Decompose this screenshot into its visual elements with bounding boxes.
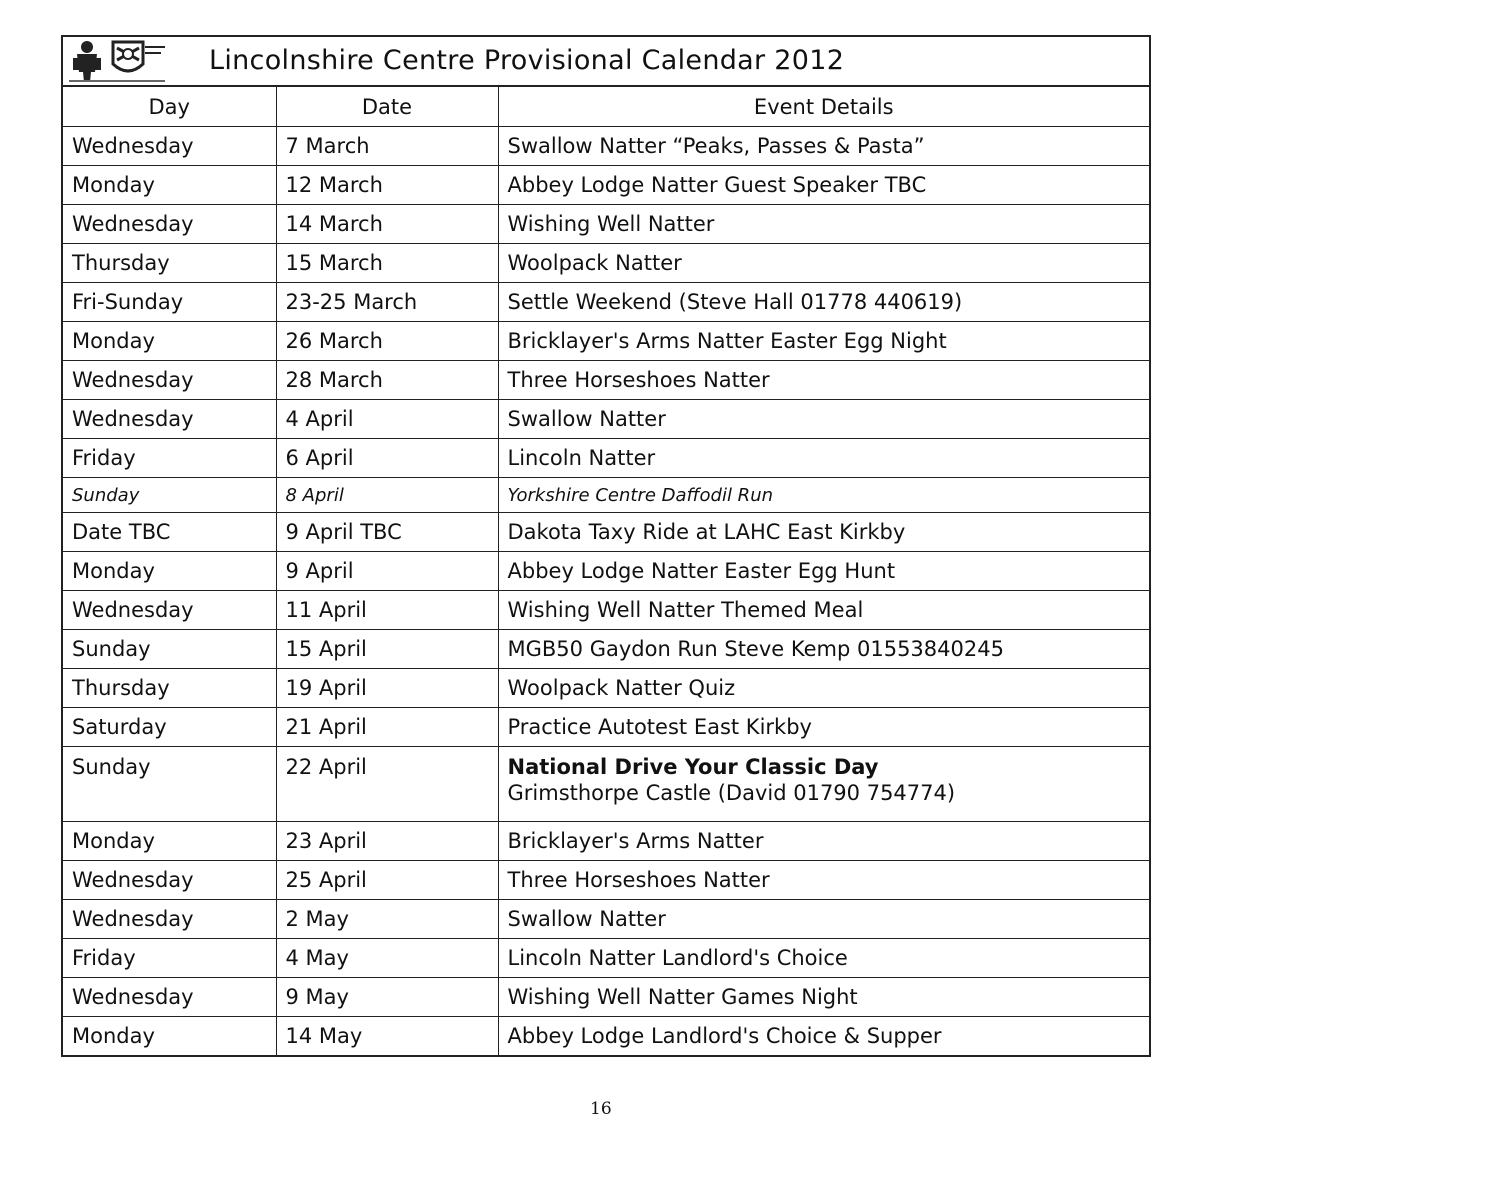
date-cell: 4 May — [276, 939, 498, 978]
date-cell: 12 March — [276, 166, 498, 205]
event-details-cell: Abbey Lodge Landlord's Choice & Supper — [498, 1017, 1149, 1056]
table-row — [63, 127, 1149, 166]
date-cell: 22 April — [276, 747, 498, 822]
day-cell: Friday — [63, 939, 276, 978]
date-cell: 14 May — [276, 1017, 498, 1056]
date-cell: 19 April — [276, 669, 498, 708]
event-details-cell: Woolpack Natter — [498, 244, 1149, 283]
event-details-cell: Lincoln Natter — [498, 439, 1149, 478]
date-cell: 7 March — [276, 127, 498, 166]
event-details-cell: Three Horseshoes Natter — [498, 361, 1149, 400]
header-row — [63, 87, 1149, 127]
table-row — [63, 1017, 1149, 1056]
date-cell: 26 March — [276, 322, 498, 361]
date-cell: 9 May — [276, 978, 498, 1017]
table-row — [63, 513, 1149, 552]
table-row — [63, 361, 1149, 400]
table-row — [63, 900, 1149, 939]
day-cell: Date TBC — [63, 513, 276, 552]
table-row — [63, 861, 1149, 900]
calendar-title: Lincolnshire Centre Provisional Calendar 2012 — [209, 45, 845, 76]
event-details-cell: Abbey Lodge Natter Guest Speaker TBC — [498, 166, 1149, 205]
events-table — [63, 87, 1149, 1055]
date-cell: 23-25 March — [276, 283, 498, 322]
event-details-cell: Practice Autotest East Kirkby — [498, 708, 1149, 747]
date-cell: 23 April — [276, 822, 498, 861]
event-details-cell — [498, 747, 1149, 822]
day-cell: Sunday — [63, 747, 276, 822]
day-cell: Thursday — [63, 244, 276, 283]
day-cell: Sunday — [63, 478, 276, 513]
event-details-cell: Swallow Natter — [498, 900, 1149, 939]
date-cell: 9 April — [276, 552, 498, 591]
date-cell: 6 April — [276, 439, 498, 478]
event-details-cell: Bricklayer's Arms Natter — [498, 822, 1149, 861]
day-cell: Wednesday — [63, 127, 276, 166]
day-cell: Wednesday — [63, 861, 276, 900]
event-details-cell: Three Horseshoes Natter — [498, 861, 1149, 900]
club-logo-icon — [65, 38, 169, 84]
date-cell: 4 April — [276, 400, 498, 439]
event-details-cell: Wishing Well Natter Themed Meal — [498, 591, 1149, 630]
event-details-cell: Abbey Lodge Natter Easter Egg Hunt — [498, 552, 1149, 591]
day-cell: Thursday — [63, 669, 276, 708]
table-row — [63, 478, 1149, 513]
event-details-cell: Bricklayer's Arms Natter Easter Egg Night — [498, 322, 1149, 361]
table-row — [63, 822, 1149, 861]
column-header-event-details: Event Details — [498, 87, 1149, 127]
date-cell: 9 April TBC — [276, 513, 498, 552]
date-cell: 15 March — [276, 244, 498, 283]
day-cell: Wednesday — [63, 591, 276, 630]
table-row — [63, 978, 1149, 1017]
date-cell: 15 April — [276, 630, 498, 669]
event-details-cell: Woolpack Natter Quiz — [498, 669, 1149, 708]
date-cell: 2 May — [276, 900, 498, 939]
date-cell: 21 April — [276, 708, 498, 747]
day-cell: Monday — [63, 1017, 276, 1056]
table-row — [63, 439, 1149, 478]
table-row — [63, 205, 1149, 244]
day-cell: Sunday — [63, 630, 276, 669]
date-cell: 25 April — [276, 861, 498, 900]
day-cell: Wednesday — [63, 978, 276, 1017]
event-details-cell: Dakota Taxy Ride at LAHC East Kirkby — [498, 513, 1149, 552]
table-row — [63, 322, 1149, 361]
day-cell: Wednesday — [63, 900, 276, 939]
table-row — [63, 283, 1149, 322]
table-row — [63, 244, 1149, 283]
day-cell: Wednesday — [63, 361, 276, 400]
table-row — [63, 669, 1149, 708]
day-cell: Monday — [63, 166, 276, 205]
event-details-cell: Swallow Natter — [498, 400, 1149, 439]
event-details-cell: Settle Weekend (Steve Hall 01778 440619) — [498, 283, 1149, 322]
table-row — [63, 591, 1149, 630]
event-subtitle: Grimsthorpe Castle (David 01790 754774) — [507, 781, 956, 805]
table-row — [63, 630, 1149, 669]
column-header-day: Day — [63, 87, 276, 127]
table-row — [63, 708, 1149, 747]
calendar-table-frame — [61, 35, 1151, 1057]
date-cell: 14 March — [276, 205, 498, 244]
day-cell: Monday — [63, 552, 276, 591]
event-details-cell: Swallow Natter “Peaks, Passes & Pasta” — [498, 127, 1149, 166]
day-cell: Saturday — [63, 708, 276, 747]
day-cell: Wednesday — [63, 400, 276, 439]
page-number: 16 — [590, 1099, 612, 1119]
event-details-cell: Wishing Well Natter — [498, 205, 1149, 244]
day-cell: Monday — [63, 322, 276, 361]
day-cell: Fri-Sunday — [63, 283, 276, 322]
table-row — [63, 552, 1149, 591]
day-cell: Monday — [63, 822, 276, 861]
day-cell: Wednesday — [63, 205, 276, 244]
column-header-date: Date — [276, 87, 498, 127]
title-row — [63, 37, 1149, 87]
day-cell: Friday — [63, 439, 276, 478]
table-row — [63, 400, 1149, 439]
date-cell: 11 April — [276, 591, 498, 630]
table-row — [63, 747, 1149, 822]
table-row — [63, 166, 1149, 205]
event-details-cell: MGB50 Gaydon Run Steve Kemp 01553840245 — [498, 630, 1149, 669]
date-cell: 28 March — [276, 361, 498, 400]
event-details-cell: Wishing Well Natter Games Night — [498, 978, 1149, 1017]
event-details-cell: Lincoln Natter Landlord's Choice — [498, 939, 1149, 978]
date-cell: 8 April — [276, 478, 498, 513]
event-details-cell: Yorkshire Centre Daffodil Run — [498, 478, 1149, 513]
table-row — [63, 939, 1149, 978]
event-title: National Drive Your Classic Day — [507, 755, 879, 779]
